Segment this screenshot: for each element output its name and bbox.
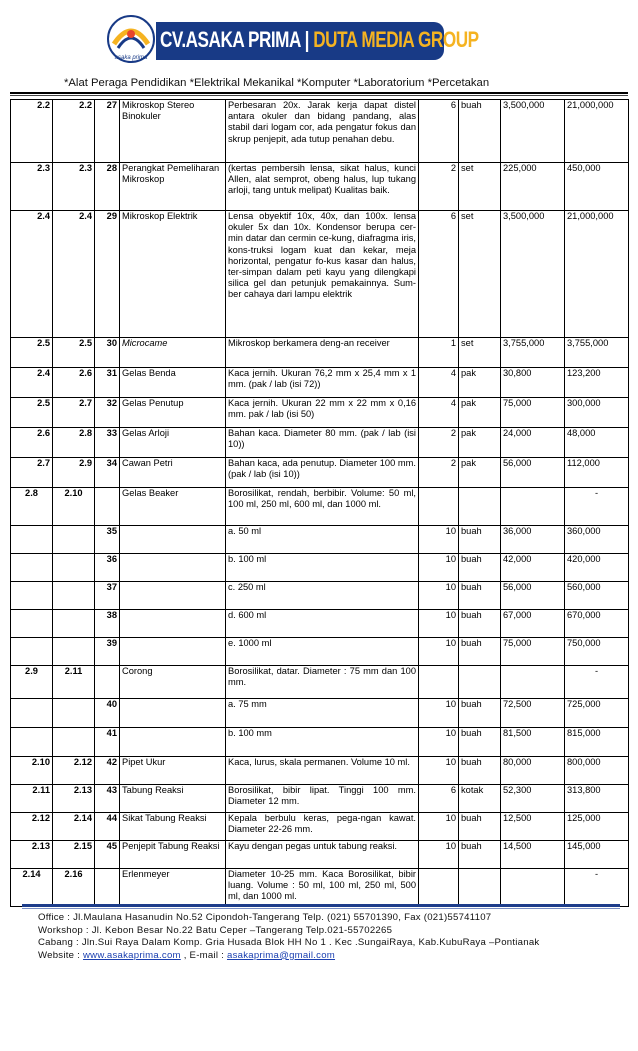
unit: pak (459, 458, 501, 488)
item-number: 33 (95, 428, 120, 458)
table-row (11, 526, 629, 554)
table-row (11, 841, 629, 869)
item-specification: a. 75 mm (226, 699, 419, 728)
table-row (11, 666, 629, 699)
sub-section-number: 2.15 (53, 841, 95, 869)
total-price: 750,000 (565, 638, 629, 666)
unit: set (459, 338, 501, 368)
item-name (120, 554, 226, 582)
unit: set (459, 211, 501, 338)
unit (459, 869, 501, 907)
section-number (11, 526, 53, 554)
total-price: 300,000 (565, 398, 629, 428)
unit-price: 52,300 (501, 785, 565, 813)
table-row (11, 757, 629, 785)
item-name: Perangkat Pemeliharan Mikroskop (120, 163, 226, 211)
company-logo-icon (106, 14, 156, 64)
item-name: Mikroskop Elektrik (120, 211, 226, 338)
total-price: 145,000 (565, 841, 629, 869)
unit-price: 24,000 (501, 428, 565, 458)
quantity (419, 488, 459, 526)
item-name: Sikat Tabung Reaksi (120, 813, 226, 841)
quantity (419, 666, 459, 699)
total-price: 800,000 (565, 757, 629, 785)
table-row (11, 785, 629, 813)
item-name (120, 699, 226, 728)
quantity: 2 (419, 428, 459, 458)
sub-section-number (53, 728, 95, 757)
section-number: 2.11 (11, 785, 53, 813)
total-price: 21,000,000 (565, 100, 629, 163)
item-specification: Bahan kaca. Diameter 80 mm. (pak / lab (isi 10)) (226, 428, 419, 458)
item-specification: c. 250 ml (226, 582, 419, 610)
item-number (95, 488, 120, 526)
item-name: Corong (120, 666, 226, 699)
footer-divider-thin (22, 908, 620, 909)
item-number (95, 869, 120, 907)
item-name (120, 610, 226, 638)
unit: buah (459, 100, 501, 163)
item-name: Pipet Ukur (120, 757, 226, 785)
item-number: 38 (95, 610, 120, 638)
unit-price: 72,500 (501, 699, 565, 728)
letterhead (0, 0, 638, 100)
item-specification: Kaca, lurus, skala permanen. Volume 10 ml. (226, 757, 419, 785)
unit-price: 12,500 (501, 813, 565, 841)
section-number: 2.3 (11, 163, 53, 211)
sub-section-number: 2.8 (53, 428, 95, 458)
item-number: 37 (95, 582, 120, 610)
sub-section-number (53, 610, 95, 638)
item-number: 36 (95, 554, 120, 582)
unit-price: 3,500,000 (501, 211, 565, 338)
section-number: 2.6 (11, 428, 53, 458)
item-specification: Borosilikat, rendah, berbibir. Volume: 50 ml, 100 ml, 250 ml, 600 ml, dan 1000 ml. (226, 488, 419, 526)
sub-section-number: 2.7 (53, 398, 95, 428)
email-link[interactable]: asakaprima@gmail.com (226, 949, 336, 961)
quantity: 10 (419, 526, 459, 554)
table-row (11, 728, 629, 757)
item-number: 27 (95, 100, 120, 163)
table-row (11, 100, 629, 163)
item-specification: Bahan kaca, ada penutup. Diameter 100 mm. (pak / lab (isi 10)) (226, 458, 419, 488)
unit: buah (459, 582, 501, 610)
total-price: 815,000 (565, 728, 629, 757)
total-price: 725,000 (565, 699, 629, 728)
item-specification: Lensa obyektif 10x, 40x, dan 100x. lensa okuler 5x dan 10x. Kondensor berupa cer-min datar dan cermin ce-kung, diafragma iris, kons-truksi logam kuat dan kekar, meja horizontal, pengatur fo-kus kasar dan halus, ter-simpan dalam peti kayu yang dilengkapi silica gel dan petunjuk pemakainnya. Sum-ber cahaya dari lampu elektrik (226, 211, 419, 338)
table-row (11, 211, 629, 338)
total-price: 123,200 (565, 368, 629, 398)
total-price: 313,800 (565, 785, 629, 813)
table-row (11, 869, 629, 907)
item-specification: Kaca jernih. Ukuran 76,2 mm x 25,4 mm x 1 mm. (pak / lab (isi 72)) (226, 368, 419, 398)
total-price: 112,000 (565, 458, 629, 488)
table-row (11, 554, 629, 582)
table-row (11, 163, 629, 211)
item-specification: Borosilikat, bibir lipat. Tinggi 100 mm. Diameter 12 mm. (226, 785, 419, 813)
unit-price: 30,800 (501, 368, 565, 398)
item-specification: Perbesaran 20x. Jarak kerja dapat distel antara okuler dan bidang pandang, alas stabil dari logam cor, ada pengatur fokus dan skrup penjepit, ada tutup penahan debu. (226, 100, 419, 163)
section-number: 2.4 (11, 368, 53, 398)
section-number: 2.5 (11, 398, 53, 428)
total-price: 3,755,000 (565, 338, 629, 368)
item-number: 41 (95, 728, 120, 757)
unit: buah (459, 841, 501, 869)
website-link[interactable]: www.asakaprima.com (82, 949, 181, 961)
quantity: 10 (419, 582, 459, 610)
section-number: 2.7 (11, 458, 53, 488)
quantity: 10 (419, 610, 459, 638)
unit-price: 75,000 (501, 398, 565, 428)
unit-price: 67,000 (501, 610, 565, 638)
unit: pak (459, 428, 501, 458)
header-divider-thin (10, 95, 628, 96)
table-row (11, 428, 629, 458)
web-contact-line (38, 950, 618, 963)
item-number: 29 (95, 211, 120, 338)
sub-section-number: 2.3 (53, 163, 95, 211)
item-number: 39 (95, 638, 120, 666)
section-number: 2.8 (11, 488, 53, 526)
unit: buah (459, 699, 501, 728)
total-price-dash: - (565, 666, 629, 699)
quantity: 10 (419, 554, 459, 582)
sub-section-number (53, 582, 95, 610)
total-price: 450,000 (565, 163, 629, 211)
quantity: 6 (419, 785, 459, 813)
section-number: 2.14 (11, 869, 53, 907)
unit-price: 42,000 (501, 554, 565, 582)
section-number (11, 638, 53, 666)
item-specification: Borosilikat, datar. Diameter : 75 mm dan 100 mm. (226, 666, 419, 699)
item-specification: Kaca jernih. Ukuran 22 mm x 22 mm x 0,16 mm. pak / lab (isi 50) (226, 398, 419, 428)
unit-price (501, 488, 565, 526)
unit: buah (459, 638, 501, 666)
unit-price: 36,000 (501, 526, 565, 554)
item-number: 31 (95, 368, 120, 398)
unit-price: 56,000 (501, 458, 565, 488)
quantity: 10 (419, 841, 459, 869)
item-name: Microcame (120, 338, 226, 368)
header-divider (10, 92, 628, 94)
quantity: 4 (419, 398, 459, 428)
unit: buah (459, 610, 501, 638)
business-tagline: *Alat Peraga Pendidikan *Elektrikal Mekanikal *Komputer *Laboratorium *Percetakan (64, 77, 490, 89)
sub-section-number: 2.14 (53, 813, 95, 841)
table-row (11, 368, 629, 398)
item-specification: b. 100 ml (226, 554, 419, 582)
quantity: 4 (419, 368, 459, 398)
section-number: 2.2 (11, 100, 53, 163)
unit: kotak (459, 785, 501, 813)
quantity: 10 (419, 728, 459, 757)
sub-section-number: 2.12 (53, 757, 95, 785)
table-row (11, 488, 629, 526)
sub-section-number: 2.6 (53, 368, 95, 398)
website-label: Website : (38, 949, 83, 961)
unit-price: 3,500,000 (501, 100, 565, 163)
footer-divider (22, 904, 620, 907)
unit-price: 14,500 (501, 841, 565, 869)
item-number: 30 (95, 338, 120, 368)
section-number (11, 610, 53, 638)
item-name: Mikroskop Stereo Binokuler (120, 100, 226, 163)
item-name: Gelas Beaker (120, 488, 226, 526)
item-number (95, 666, 120, 699)
item-name: Gelas Arloji (120, 428, 226, 458)
item-specification: Mikroskop berkamera deng-an receiver (226, 338, 419, 368)
quantity: 10 (419, 757, 459, 785)
total-price: 670,000 (565, 610, 629, 638)
item-number: 43 (95, 785, 120, 813)
unit: set (459, 163, 501, 211)
sub-section-number: 2.5 (53, 338, 95, 368)
item-number: 35 (95, 526, 120, 554)
unit: buah (459, 813, 501, 841)
sub-section-number: 2.11 (53, 666, 95, 699)
item-specification: e. 1000 ml (226, 638, 419, 666)
item-number: 40 (95, 699, 120, 728)
section-number: 2.12 (11, 813, 53, 841)
unit-price: 225,000 (501, 163, 565, 211)
item-specification: d. 600 ml (226, 610, 419, 638)
item-name (120, 582, 226, 610)
item-number: 34 (95, 458, 120, 488)
table-row (11, 398, 629, 428)
item-specification: Kepala berbulu keras, pega-ngan kawat. Diameter 22-26 mm. (226, 813, 419, 841)
section-number: 2.5 (11, 338, 53, 368)
item-specification: (kertas pembersih lensa, sikat halus, kunci Allen, alat semprot, obeng halus, lup tukang arloji, tang untuk melipat) Kualitas baik. (226, 163, 419, 211)
item-name: Gelas Penutup (120, 398, 226, 428)
unit (459, 488, 501, 526)
total-price: 48,000 (565, 428, 629, 458)
quantity: 2 (419, 458, 459, 488)
office-address: Office : Jl.Maulana Hasanudin No.52 Cipondoh-Tangerang Telp. (021) 55701390, Fax (021)55741107 (38, 912, 492, 923)
unit-price: 80,000 (501, 757, 565, 785)
equipment-spec-table (10, 99, 629, 907)
quantity (419, 869, 459, 907)
table-row (11, 338, 629, 368)
total-price: 360,000 (565, 526, 629, 554)
table-row (11, 813, 629, 841)
total-price: 125,000 (565, 813, 629, 841)
total-price: 21,000,000 (565, 211, 629, 338)
quantity: 2 (419, 163, 459, 211)
branch-address: Cabang : Jln.Sui Raya Dalam Komp. Gria Husada Blok HH No 1 . Kec .SungaiRaya, Kab.KubuRaya –Pontianak (38, 937, 540, 949)
sub-section-number: 2.9 (53, 458, 95, 488)
quantity: 6 (419, 100, 459, 163)
company-name (160, 24, 479, 56)
workshop-address: Workshop : Jl. Kebon Besar No.22 Batu Ceper –Tangerang Telp.021-55702265 (38, 924, 393, 936)
item-name (120, 526, 226, 554)
quantity: 1 (419, 338, 459, 368)
quantity: 6 (419, 211, 459, 338)
item-name (120, 638, 226, 666)
total-price-dash: - (565, 488, 629, 526)
section-number (11, 728, 53, 757)
item-name: Penjepit Tabung Reaksi (120, 841, 226, 869)
total-price-dash: - (565, 869, 629, 907)
unit-price: 81,500 (501, 728, 565, 757)
item-number: 32 (95, 398, 120, 428)
unit: pak (459, 368, 501, 398)
unit-price: 3,755,000 (501, 338, 565, 368)
sub-section-number (53, 638, 95, 666)
item-name (120, 728, 226, 757)
total-price: 420,000 (565, 554, 629, 582)
unit: buah (459, 757, 501, 785)
section-number (11, 554, 53, 582)
sub-section-number (53, 699, 95, 728)
email-label: , E-mail : (180, 949, 227, 961)
quantity: 10 (419, 699, 459, 728)
unit-price: 75,000 (501, 638, 565, 666)
section-number (11, 699, 53, 728)
sub-section-number: 2.2 (53, 100, 95, 163)
item-number: 28 (95, 163, 120, 211)
unit: pak (459, 398, 501, 428)
item-number: 44 (95, 813, 120, 841)
sub-section-number: 2.4 (53, 211, 95, 338)
unit: buah (459, 728, 501, 757)
item-number: 42 (95, 757, 120, 785)
section-number (11, 582, 53, 610)
item-name: Cawan Petri (120, 458, 226, 488)
sub-section-number: 2.10 (53, 488, 95, 526)
item-name: Gelas Benda (120, 368, 226, 398)
table-row (11, 699, 629, 728)
sub-section-number (53, 554, 95, 582)
unit-price: 56,000 (501, 582, 565, 610)
table-row (11, 610, 629, 638)
quantity: 10 (419, 638, 459, 666)
section-number: 2.9 (11, 666, 53, 699)
item-specification: b. 100 mm (226, 728, 419, 757)
item-specification: Diameter 10-25 mm. Kaca Borosilikat, bibir luang. Volume : 50 ml, 100 ml, 250 ml, 500 ml, dan 1000 ml. (226, 869, 419, 907)
table-row (11, 582, 629, 610)
section-number: 2.4 (11, 211, 53, 338)
item-name: Erlenmeyer (120, 869, 226, 907)
unit: buah (459, 526, 501, 554)
svg-text:asaka prima: asaka prima (114, 55, 148, 61)
item-name: Tabung Reaksi (120, 785, 226, 813)
company-name-primary: CV.ASAKA PRIMA | (160, 27, 314, 52)
item-number: 45 (95, 841, 120, 869)
item-specification: Kayu dengan pegas untuk tabung reaksi. (226, 841, 419, 869)
section-number: 2.10 (11, 757, 53, 785)
sub-section-number (53, 526, 95, 554)
company-contact-footer (38, 912, 618, 962)
unit (459, 666, 501, 699)
item-specification: a. 50 ml (226, 526, 419, 554)
table-row (11, 638, 629, 666)
unit-price (501, 666, 565, 699)
table-row (11, 458, 629, 488)
unit: buah (459, 554, 501, 582)
total-price: 560,000 (565, 582, 629, 610)
unit-price (501, 869, 565, 907)
company-name-group: DUTA MEDIA GROUP (313, 27, 479, 52)
section-number: 2.13 (11, 841, 53, 869)
sub-section-number: 2.13 (53, 785, 95, 813)
quantity: 10 (419, 813, 459, 841)
sub-section-number: 2.16 (53, 869, 95, 907)
